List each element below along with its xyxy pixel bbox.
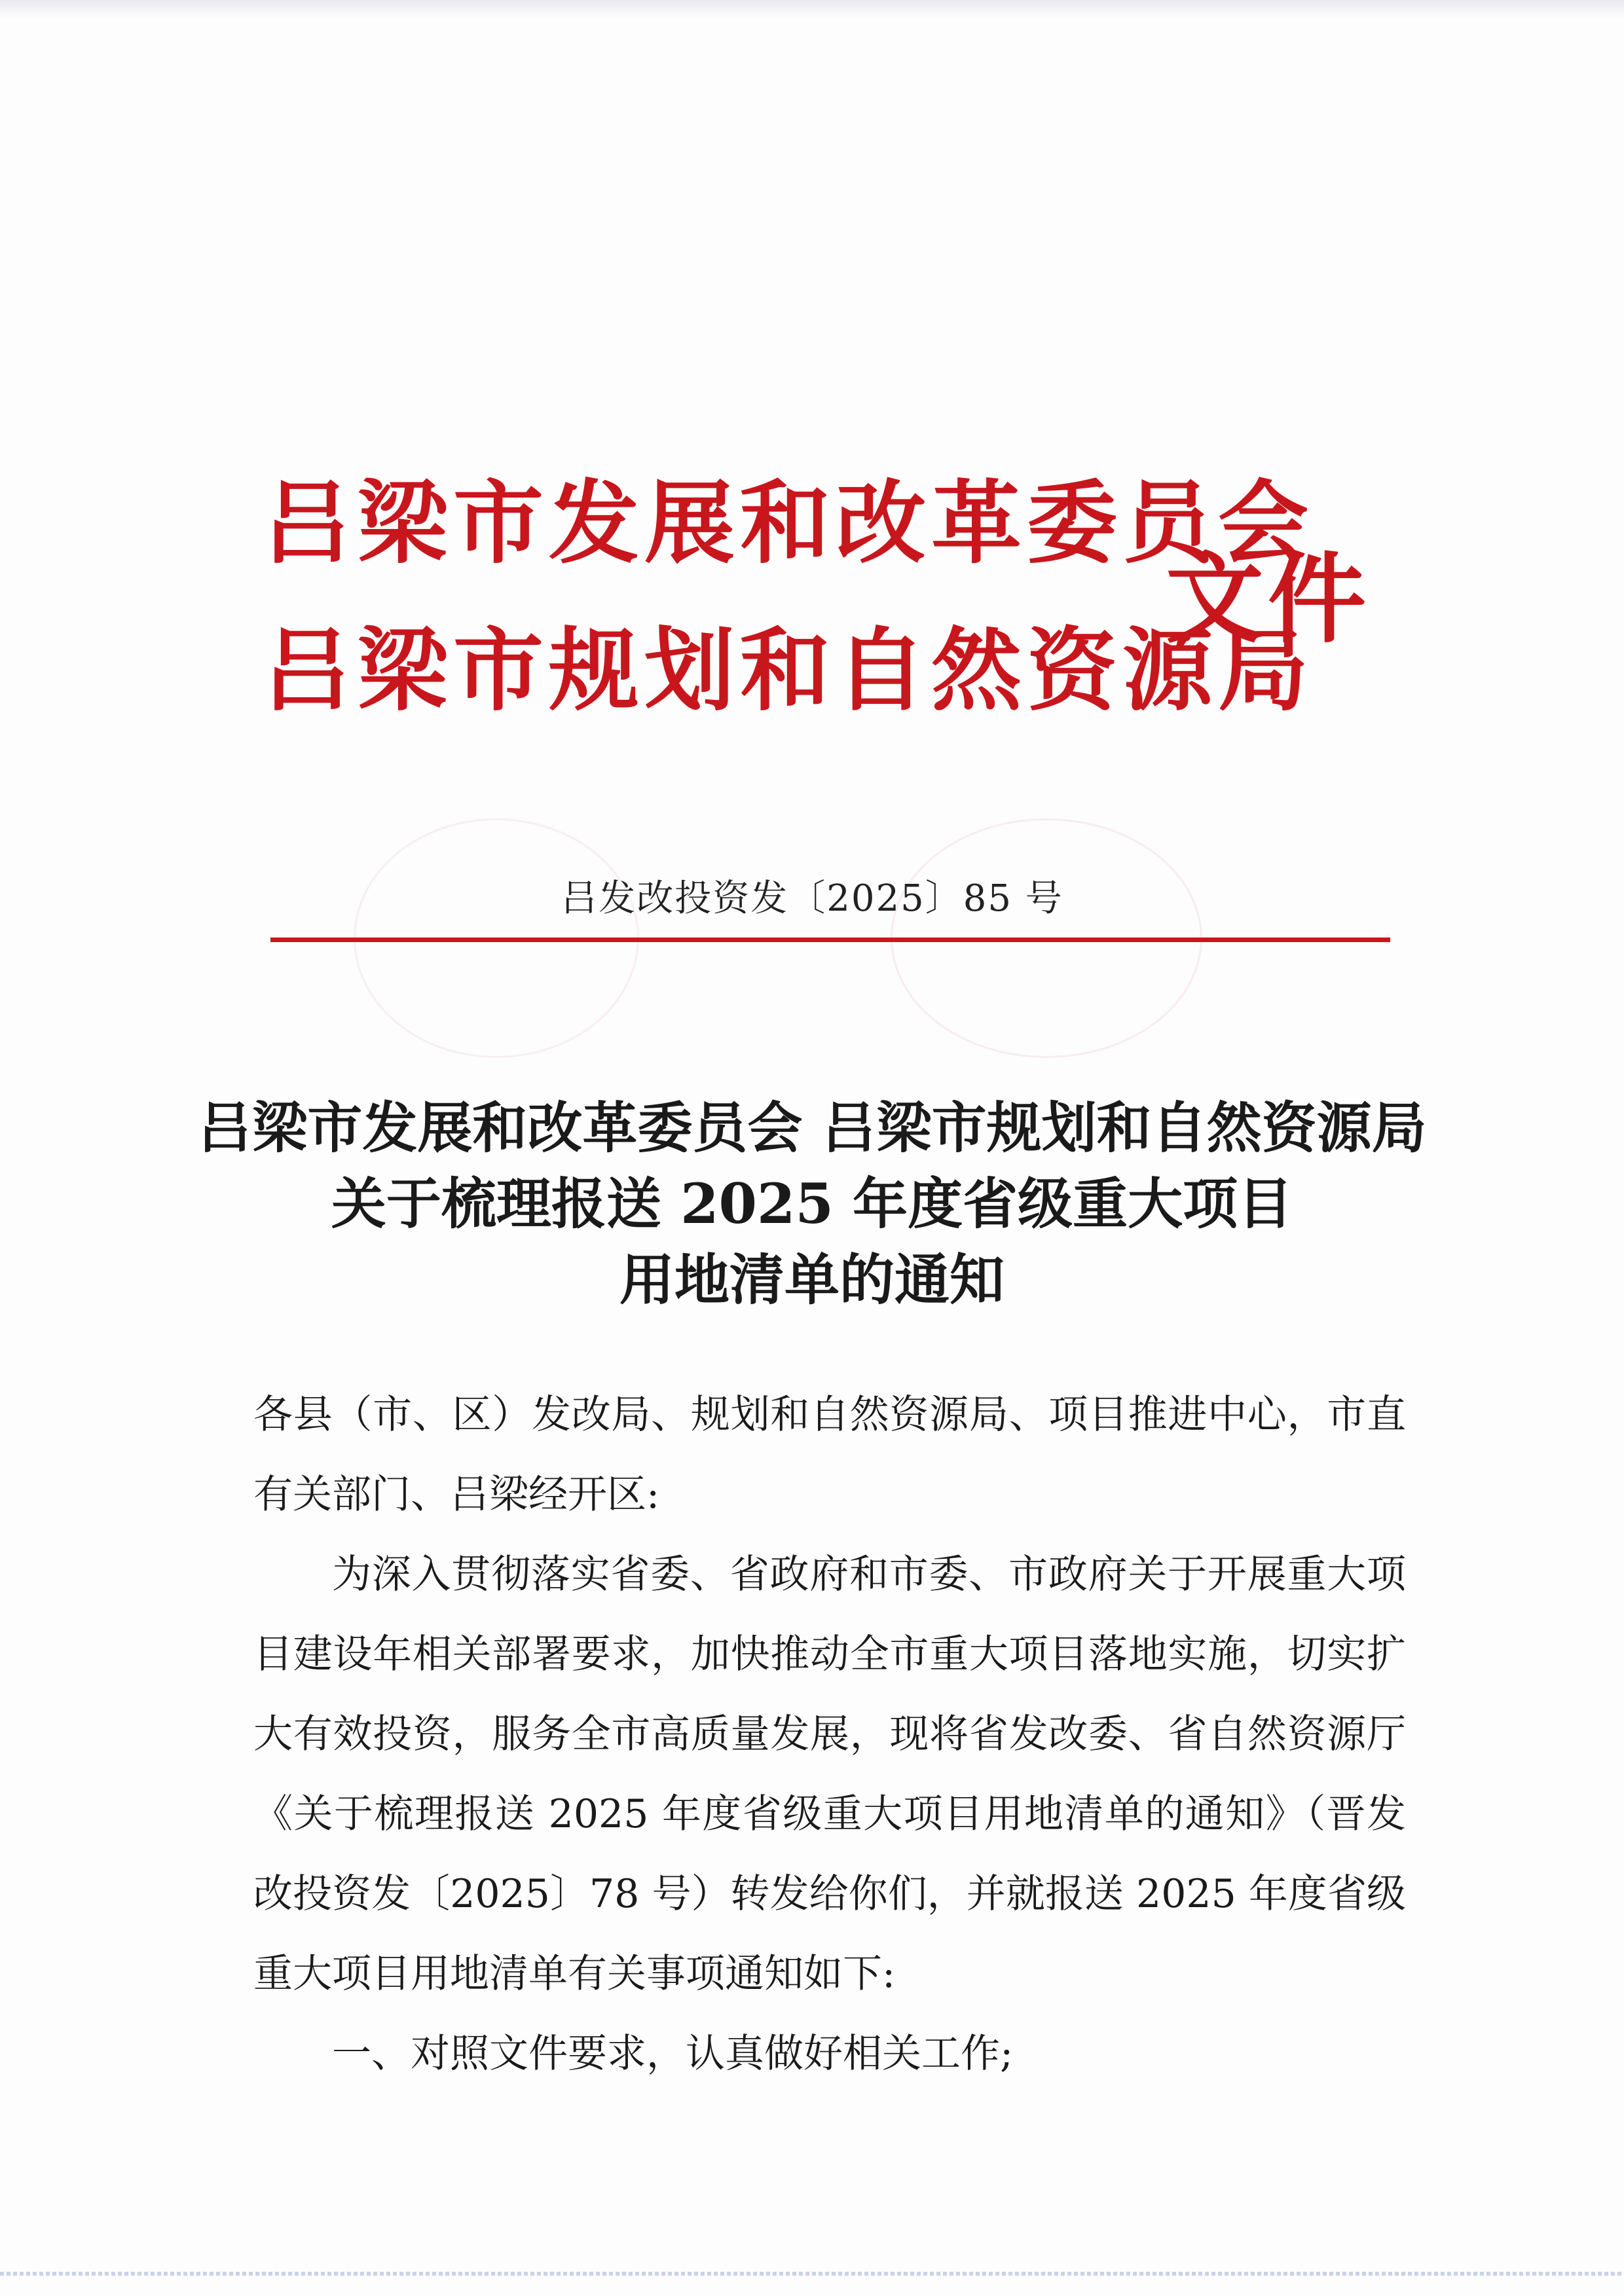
issuing-org-1: 吕梁市发展和改革委员会 [262, 469, 1314, 576]
body-paragraph-1: 为深入贯彻落实省委、省政府和市委、市政府关于开展重大项目建设年相关部署要求，加快推动全市重大项目落地实施，切实扩大有效投资，服务全市高质量发展，现将省发改委、省自然资源厅《关于梳理报送 2025 年度省级重大项目用地清单的通知》（晋发改投资发〔2025〕78 号）转发给你们，并就报送 2025 年度省级重大项目用地清单有关事项通知如下: [253, 1552, 1406, 1997]
title-line-3: 用地清单的通知 [619, 1247, 1005, 1312]
red-divider-line [270, 938, 1390, 942]
scan-edge-bottom [0, 2272, 1624, 2276]
document-number: 吕发改投资发〔2025〕85 号 [561, 877, 1063, 920]
body-item-1: 一、对照文件要求，认真做好相关工作; [332, 2031, 1014, 2077]
document-label: 文件 [1166, 541, 1371, 657]
salutation: 各县（市、区）发改局、规划和自然资源局、项目推进中心，市直有关部门、吕梁经开区: [253, 1392, 1406, 1518]
red-header [262, 452, 1388, 733]
issuing-org-2: 吕梁市规划和自然资源局 [262, 617, 1314, 723]
title-line-1: 吕梁市发展和改革委员会 吕梁市规划和自然资源局 [197, 1095, 1427, 1160]
scan-edge-top [0, 0, 1624, 20]
document-body [253, 1375, 1406, 2094]
title-line-2: 关于梳理报送 2025 年度省级重大项目 [331, 1171, 1293, 1236]
document-title [0, 1090, 1624, 1318]
